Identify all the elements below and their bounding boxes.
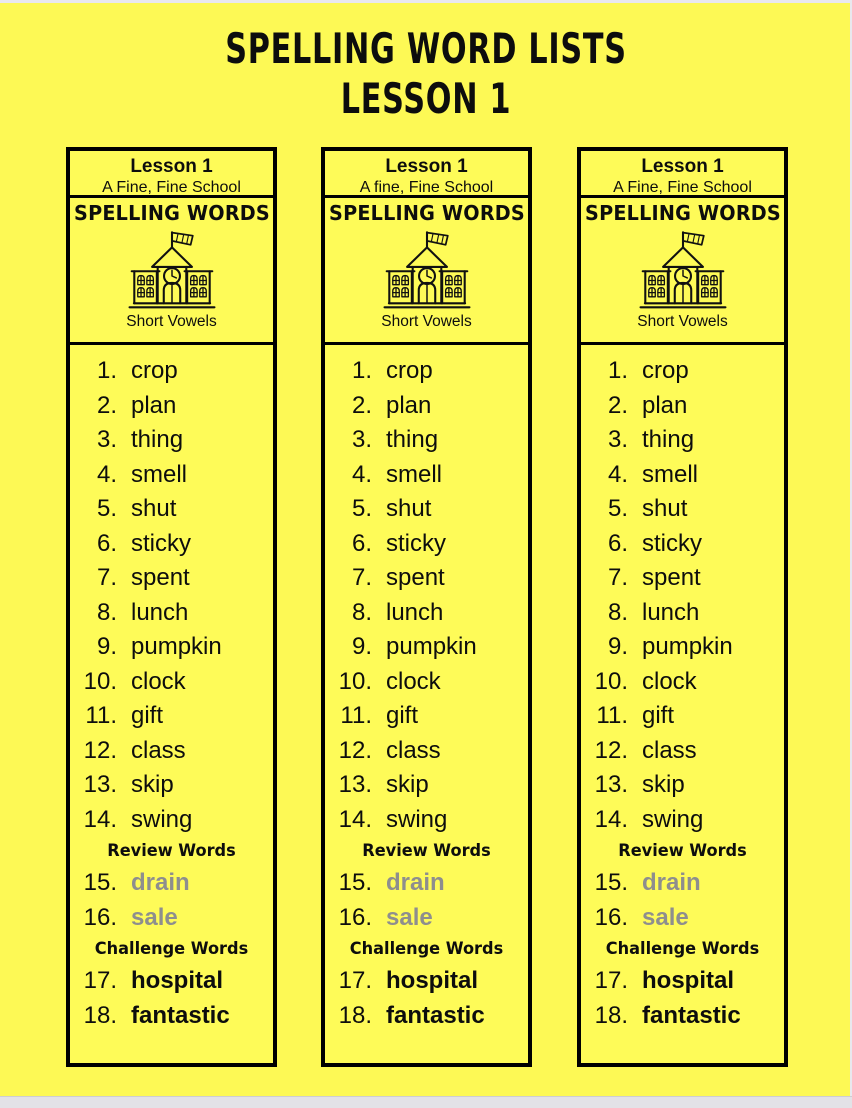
word-row — [70, 458, 273, 493]
word-text: skip — [131, 771, 174, 799]
word-text: shut — [642, 495, 688, 523]
word-number: 15. — [338, 869, 372, 897]
word-row — [581, 423, 784, 458]
review-words-header: Review Words — [107, 841, 236, 861]
word-number: 16. — [338, 903, 372, 931]
screen-edge-top — [0, 0, 852, 3]
word-row — [581, 901, 784, 936]
challenge-words-header: Challenge Words — [349, 939, 504, 959]
schoolhouse-icon — [631, 227, 735, 312]
word-number: 7. — [96, 564, 117, 592]
word-text: skip — [386, 771, 429, 799]
review-words-header: Review Words — [362, 841, 491, 861]
word-text: clock — [131, 667, 186, 695]
word-row — [581, 699, 784, 734]
word-number: 8. — [96, 598, 117, 626]
word-number: 15. — [594, 869, 628, 897]
word-row — [581, 665, 784, 700]
word-row — [70, 803, 273, 838]
word-number: 1. — [607, 357, 628, 385]
word-text: sale — [386, 903, 433, 931]
card-header — [581, 151, 784, 198]
word-number: 17. — [594, 967, 628, 995]
card-banner — [70, 198, 273, 345]
word-number: 10. — [594, 667, 628, 695]
word-row — [70, 999, 273, 1034]
word-text: smell — [642, 460, 699, 488]
word-text: thing — [642, 426, 695, 454]
word-text: lunch — [131, 598, 189, 626]
word-row — [581, 734, 784, 769]
word-text: thing — [386, 426, 439, 454]
word-number: 7. — [607, 564, 628, 592]
word-row — [325, 999, 528, 1034]
card-header — [325, 151, 528, 198]
word-row — [70, 423, 273, 458]
word-text: plan — [642, 391, 688, 419]
word-number: 12. — [338, 736, 372, 764]
word-text: plan — [386, 391, 432, 419]
word-text: class — [642, 736, 697, 764]
word-number: 12. — [83, 736, 117, 764]
word-number: 8. — [351, 598, 372, 626]
word-number: 11. — [596, 702, 628, 730]
word-number: 13. — [338, 771, 372, 799]
unit-label: Short Vowels — [381, 313, 472, 330]
word-text: sale — [131, 903, 178, 931]
word-row — [70, 527, 273, 562]
word-row — [581, 964, 784, 999]
unit-label: Short Vowels — [637, 313, 728, 330]
word-number: 17. — [338, 967, 372, 995]
word-text: lunch — [642, 598, 700, 626]
lesson-subtitle: A Fine, Fine School — [613, 179, 752, 196]
word-text: pumpkin — [386, 633, 477, 661]
word-row — [325, 630, 528, 665]
word-row — [581, 768, 784, 803]
word-text: gift — [131, 702, 164, 730]
word-number: 13. — [83, 771, 117, 799]
word-row — [70, 901, 273, 936]
unit-label: Short Vowels — [126, 313, 217, 330]
schoolhouse-icon — [375, 227, 479, 312]
spelling-words-label: SPELLING WORDS — [585, 201, 781, 225]
word-text: skip — [642, 771, 685, 799]
word-row — [581, 866, 784, 901]
word-row — [325, 389, 528, 424]
word-row — [325, 901, 528, 936]
word-number: 3. — [351, 426, 372, 454]
word-number: 2. — [607, 391, 628, 419]
word-row — [70, 768, 273, 803]
word-row — [70, 492, 273, 527]
word-number: 3. — [96, 426, 117, 454]
card-banner — [325, 198, 528, 345]
word-text: fantastic — [131, 1001, 230, 1029]
word-text: gift — [386, 702, 419, 730]
word-number: 6. — [351, 529, 372, 557]
word-text: smell — [131, 460, 188, 488]
word-text: shut — [131, 495, 177, 523]
word-row — [325, 734, 528, 769]
word-number: 18. — [594, 1001, 628, 1029]
word-number: 11. — [85, 702, 117, 730]
word-text: pumpkin — [642, 633, 733, 661]
word-text: lunch — [386, 598, 444, 626]
word-text: spent — [386, 564, 445, 592]
spelling-card-2 — [321, 147, 532, 1067]
challenge-words-header: Challenge Words — [94, 939, 249, 959]
card-header — [70, 151, 273, 198]
lesson-title: Lesson 1 — [385, 156, 468, 177]
word-number: 16. — [83, 903, 117, 931]
word-row — [325, 596, 528, 631]
spelling-words-label: SPELLING WORDS — [329, 201, 525, 225]
word-number: 13. — [594, 771, 628, 799]
word-text: shut — [386, 495, 432, 523]
word-row — [325, 866, 528, 901]
word-row — [70, 561, 273, 596]
word-text: pumpkin — [131, 633, 222, 661]
word-row — [581, 803, 784, 838]
word-number: 14. — [83, 805, 117, 833]
word-number: 18. — [83, 1001, 117, 1029]
word-text: fantastic — [386, 1001, 485, 1029]
word-number: 7. — [351, 564, 372, 592]
word-row — [70, 699, 273, 734]
word-row — [325, 423, 528, 458]
word-text: swing — [131, 805, 193, 833]
word-number: 9. — [607, 633, 628, 661]
word-text: gift — [642, 702, 675, 730]
word-number: 5. — [607, 495, 628, 523]
word-number: 1. — [351, 357, 372, 385]
word-row — [581, 630, 784, 665]
lesson-title: Lesson 1 — [130, 156, 213, 177]
word-row — [581, 999, 784, 1034]
word-text: drain — [386, 869, 445, 897]
word-row — [581, 458, 784, 493]
word-number: 14. — [338, 805, 372, 833]
screen-edge-bottom — [0, 1096, 852, 1108]
word-number: 5. — [96, 495, 117, 523]
word-number: 6. — [607, 529, 628, 557]
word-number: 10. — [83, 667, 117, 695]
word-row — [325, 665, 528, 700]
word-number: 4. — [96, 460, 117, 488]
word-text: swing — [386, 805, 448, 833]
schoolhouse-icon — [120, 227, 224, 312]
word-row — [325, 699, 528, 734]
word-number: 9. — [96, 633, 117, 661]
word-text: drain — [131, 869, 190, 897]
word-text: clock — [642, 667, 697, 695]
challenge-words-header: Challenge Words — [605, 939, 760, 959]
word-row — [325, 458, 528, 493]
word-row — [325, 492, 528, 527]
word-text: spent — [642, 564, 701, 592]
word-number: 4. — [607, 460, 628, 488]
card-banner — [581, 198, 784, 345]
word-row — [581, 596, 784, 631]
word-text: crop — [642, 357, 689, 385]
word-number: 1. — [96, 357, 117, 385]
lesson-subtitle: A fine, Fine School — [359, 179, 494, 196]
lesson-title: Lesson 1 — [641, 156, 724, 177]
word-text: class — [131, 736, 186, 764]
word-row — [325, 527, 528, 562]
word-text: class — [386, 736, 441, 764]
word-text: drain — [642, 869, 701, 897]
word-row — [70, 596, 273, 631]
word-number: 5. — [351, 495, 372, 523]
word-text: clock — [386, 667, 441, 695]
word-number: 14. — [594, 805, 628, 833]
word-number: 16. — [594, 903, 628, 931]
word-number: 2. — [351, 391, 372, 419]
word-text: spent — [131, 564, 190, 592]
word-number: 15. — [83, 869, 117, 897]
word-row — [70, 964, 273, 999]
word-row — [70, 630, 273, 665]
page-title — [0, 24, 852, 124]
word-row — [70, 354, 273, 389]
spelling-card-1 — [66, 147, 277, 1067]
word-row — [581, 527, 784, 562]
word-row — [325, 768, 528, 803]
word-text: sticky — [642, 529, 702, 557]
page-title-line2: LESSON 1 — [340, 74, 512, 123]
word-number: 6. — [96, 529, 117, 557]
word-row — [325, 803, 528, 838]
word-text: sticky — [386, 529, 446, 557]
word-number: 12. — [594, 736, 628, 764]
word-row — [70, 389, 273, 424]
word-text: thing — [131, 426, 184, 454]
word-list — [325, 345, 528, 1033]
word-row — [581, 561, 784, 596]
word-number: 9. — [351, 633, 372, 661]
word-text: hospital — [642, 967, 735, 995]
word-text: smell — [386, 460, 443, 488]
word-text: hospital — [131, 967, 224, 995]
word-list — [70, 345, 273, 1033]
word-number: 17. — [83, 967, 117, 995]
word-number: 18. — [338, 1001, 372, 1029]
review-words-header: Review Words — [618, 841, 747, 861]
spelling-words-label: SPELLING WORDS — [74, 201, 270, 225]
word-text: crop — [131, 357, 178, 385]
word-text: hospital — [386, 967, 479, 995]
word-number: 10. — [338, 667, 372, 695]
word-row — [70, 734, 273, 769]
page-title-line1: SPELLING WORD LISTS — [225, 24, 627, 73]
word-list — [581, 345, 784, 1033]
word-text: plan — [131, 391, 177, 419]
word-text: crop — [386, 357, 433, 385]
word-row — [581, 354, 784, 389]
spelling-card-3 — [577, 147, 788, 1067]
word-row — [581, 492, 784, 527]
word-row — [70, 665, 273, 700]
word-number: 2. — [96, 391, 117, 419]
word-row — [325, 354, 528, 389]
word-number: 4. — [351, 460, 372, 488]
word-number: 11. — [340, 702, 372, 730]
word-number: 3. — [607, 426, 628, 454]
word-text: fantastic — [642, 1001, 741, 1029]
word-row — [325, 561, 528, 596]
word-text: sale — [642, 903, 689, 931]
word-row — [581, 389, 784, 424]
word-row — [70, 866, 273, 901]
word-text: sticky — [131, 529, 191, 557]
word-row — [325, 964, 528, 999]
lesson-subtitle: A Fine, Fine School — [102, 179, 241, 196]
word-text: swing — [642, 805, 704, 833]
word-number: 8. — [607, 598, 628, 626]
